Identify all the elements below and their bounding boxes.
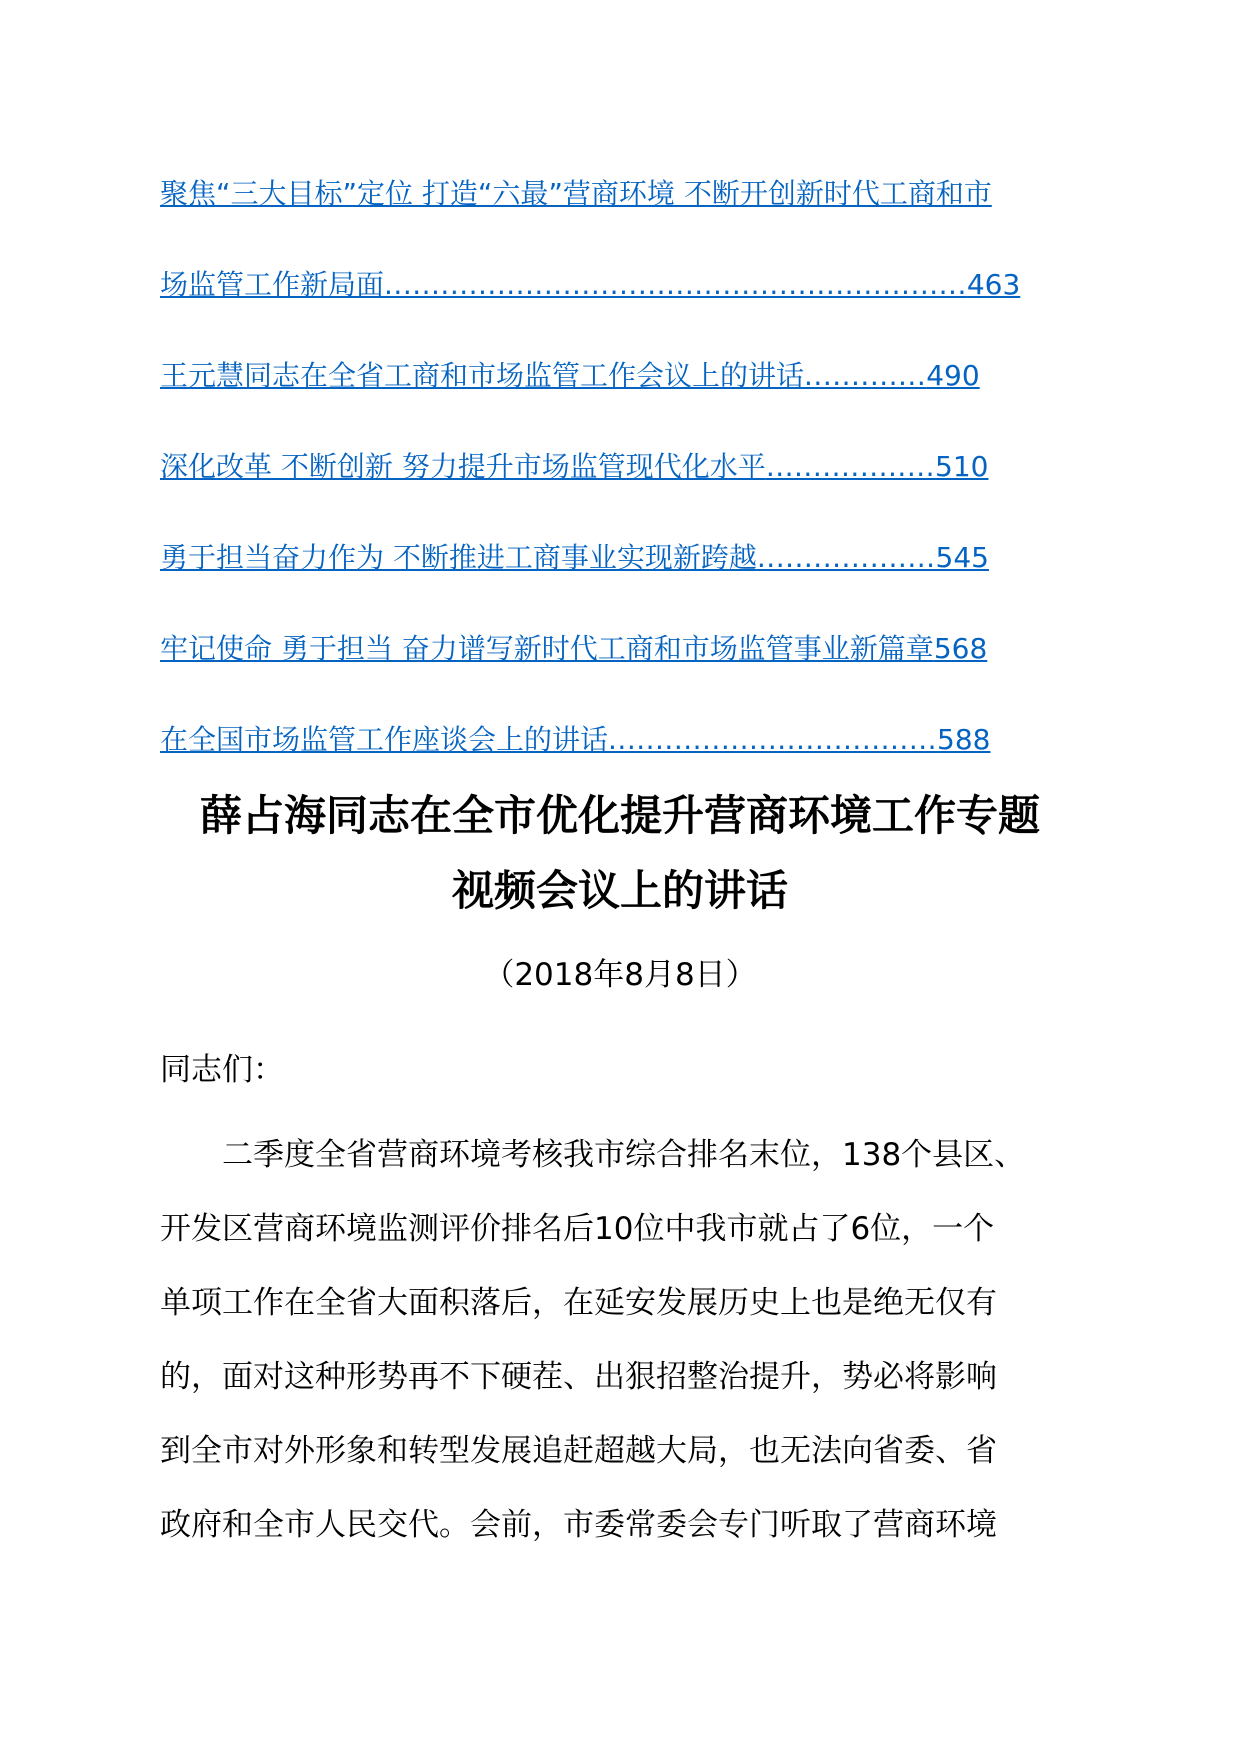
toc-page-number: 588	[937, 723, 991, 756]
toc-entry-line[interactable]	[160, 716, 1090, 764]
toc-leader-dots: ...................	[756, 541, 936, 574]
toc-entry-1[interactable]	[160, 170, 1090, 309]
toc-entry-line[interactable]	[160, 443, 1090, 491]
toc-entry-6[interactable]	[160, 716, 1090, 764]
body-paragraph	[160, 1118, 1120, 1562]
body-line: 的，面对这种形势再不下硬茬、出狠招整治提升，势必将影响	[160, 1359, 997, 1395]
toc-entry-2[interactable]	[160, 352, 1090, 400]
toc-leader-dots: ..............................................................	[384, 268, 967, 301]
article-title-line-1: 薛占海同志在全市优化提升营商环境工作专题	[199, 791, 1040, 840]
toc-entry-5[interactable]	[160, 625, 1090, 673]
toc-entry-3[interactable]	[160, 443, 1090, 491]
toc-entry-line[interactable]	[160, 625, 1090, 673]
toc-entry-4[interactable]	[160, 534, 1090, 582]
toc-entry-title: 王元慧同志在全省工商和市场监管工作会议上的讲话	[160, 359, 805, 392]
toc-entry-title: 勇于担当奋力作为 不断推进工商事业实现新跨越	[160, 541, 757, 574]
toc-entry-continuation[interactable]	[160, 261, 1090, 309]
toc-leader-dots: ...................................	[608, 723, 938, 756]
toc-page-number: 545	[935, 541, 989, 574]
toc-entry-line[interactable]	[160, 534, 1090, 582]
toc-leader-dots: ..................	[765, 450, 936, 483]
toc-entry-title: 牢记使命 勇于担当 奋力谱写新时代工商和市场监管事业新篇章	[160, 632, 934, 665]
toc-page-number: 510	[935, 450, 989, 483]
toc-entry-line[interactable]	[160, 352, 1090, 400]
article-date: （2018年8月8日）	[483, 957, 757, 993]
table-of-contents	[160, 170, 1090, 807]
body-line: 单项工作在全省大面积落后，在延安发展历史上也是绝无仅有	[160, 1285, 997, 1321]
toc-entry-title: 深化改革 不断创新 努力提升市场监管现代化水平	[160, 450, 766, 483]
toc-page-number: 568	[933, 632, 988, 665]
body-line: 二季度全省营商环境考核我市综合排名末位，138个县区、	[160, 1137, 1026, 1173]
article-body	[160, 1118, 1120, 1562]
article-title-line-2: 视频会议上的讲话	[451, 866, 788, 915]
toc-entry-title: 在全国市场监管工作座谈会上的讲话	[160, 723, 609, 756]
toc-entry-title[interactable]: 聚焦“三大目标”定位 打造“六最”营商环境 不断开创新时代工商和市	[160, 177, 992, 210]
body-line: 政府和全市人民交代。会前，市委常委会专门听取了营商环境	[160, 1507, 997, 1543]
body-line: 到全市对外形象和转型发展追赶超越大局，也无法向省委、省	[160, 1433, 997, 1469]
toc-page-number: 490	[926, 359, 980, 392]
salutation: 同志们：	[160, 1052, 284, 1088]
toc-entry-title-cont: 场监管工作新局面	[160, 268, 385, 301]
toc-page-number: 463	[966, 268, 1021, 301]
toc-leader-dots: .............	[804, 359, 927, 392]
body-line: 开发区营商环境监测评价排名后10位中我市就占了6位，一个	[160, 1211, 995, 1247]
article-title	[0, 778, 1240, 928]
